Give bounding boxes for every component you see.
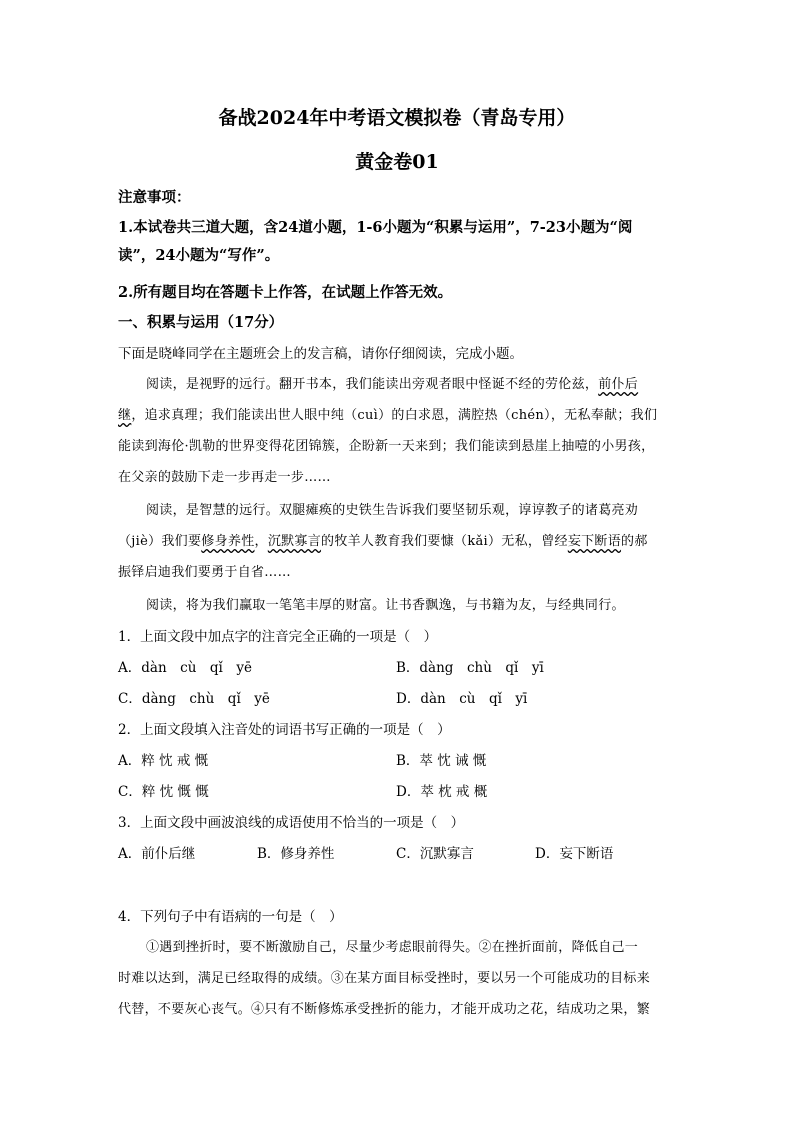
question-4-text-line: ①遇到挫折时，要不断激励自己，尽量少考虑眼前得失。②在挫折面前，降低自己一: [146, 940, 639, 955]
wavy-idiom-2: 修身养性: [201, 534, 255, 549]
passage-line: 在父亲的鼓励下走一步再走一步……: [118, 470, 331, 485]
question-3-option-a[interactable]: A．前仆后继: [118, 846, 196, 862]
question-4-text-line: 代替，不要灰心丧气。④只有不断修炼承受挫折的能力，才能开成功之花，结成功之果，繁: [118, 1002, 651, 1017]
notes-item-2: 2.所有题目均在答题卡上作答，在试题上作答无效。: [118, 284, 453, 301]
question-3-option-d[interactable]: D．妄下断语: [535, 846, 614, 862]
passage-line: 继，追求真理；我们能读出世人眼中纯（cuì）的白求恩，满腔热（chén），无私奉献；我们: [118, 408, 658, 423]
question-1-stem: 1．上面文段中加点字的注音完全正确的一项是（ ）: [118, 629, 438, 645]
passage-line: 振铎启迪我们要勇于自省……: [118, 565, 291, 580]
question-2-option-d[interactable]: D．萃 枕 戒 概: [396, 784, 488, 800]
section-heading: 一、积累与运用（17分）: [118, 314, 284, 331]
passage-line: 阅读，是视野的远行。翻开书本，我们能读出旁观者眼中怪诞不经的劳伦兹，前仆后: [146, 377, 639, 392]
wavy-idiom-3: 沉默寡言: [267, 534, 322, 549]
passage-line: 能读到海伦·凯勒的世界变得花团锦簇，企盼新一天来到；我们能读到悬崖上抽噎的小男孩，: [118, 439, 655, 454]
question-3-option-b[interactable]: B．修身养性: [257, 846, 335, 862]
wavy-idiom-4: 妄下断语: [567, 534, 622, 549]
question-1-option-d[interactable]: D．dàn cù qǐ yī: [396, 691, 528, 707]
question-4-text-line: 时难以达到，满足已经取得的成绩。③在某方面目标受挫时，要以另一个可能成功的目标来: [118, 971, 651, 986]
passage-line: （jiè）我们要修身养性，沉默寡言的牧羊人教育我们要慷（kǎi）无私，曾经妄下断语的郝: [118, 534, 648, 549]
page-title: 备战2024年中考语文模拟卷（青岛专用）: [218, 107, 576, 129]
question-1-option-c[interactable]: C．dàng chù qǐ yē: [118, 691, 270, 707]
question-2-stem: 2．上面文段填入注音处的词语书写正确的一项是（ ）: [118, 722, 451, 738]
question-1-option-b[interactable]: B．dàng chù qǐ yī: [396, 660, 544, 676]
question-2-option-a[interactable]: A．粹 忱 戒 慨: [118, 753, 209, 769]
passage-line: 阅读，是智慧的远行。双腿瘫痪的史铁生告诉我们要坚韧乐观，谆谆教子的诸葛亮劝: [146, 503, 639, 518]
question-2-option-c[interactable]: C．粹 忱 慨 慨: [118, 784, 209, 800]
notes-item-1: 1.本试卷共三道大题，含24道小题，1-6小题为“积累与运用”，7-23小题为“阅: [118, 219, 633, 236]
question-2-option-b[interactable]: B．萃 忱 诫 慨: [396, 753, 487, 769]
notes-heading: 注意事项：: [118, 189, 191, 206]
question-3-stem: 3．上面文段中画波浪线的成语使用不恰当的一项是（ ）: [118, 815, 465, 831]
wavy-idiom-1: 前仆后: [598, 377, 639, 392]
question-4-stem: 4．下列句子中有语病的一句是（ ）: [118, 909, 343, 925]
question-1-option-a[interactable]: A．dàn cù qǐ yē: [118, 660, 252, 676]
question-3-option-c[interactable]: C．沉默寡言: [396, 846, 474, 862]
notes-item-1-cont: 读”，24小题为“写作”。: [118, 247, 280, 264]
passage-line: 阅读，将为我们赢取一笔笔丰厚的财富。让书香飘逸，与书籍为友，与经典同行。: [146, 598, 625, 613]
intro-text: 下面是晓峰同学在主题班会上的发言稿，请你仔细阅读，完成小题。: [118, 346, 523, 362]
page-subtitle: 黄金卷01: [355, 151, 439, 173]
